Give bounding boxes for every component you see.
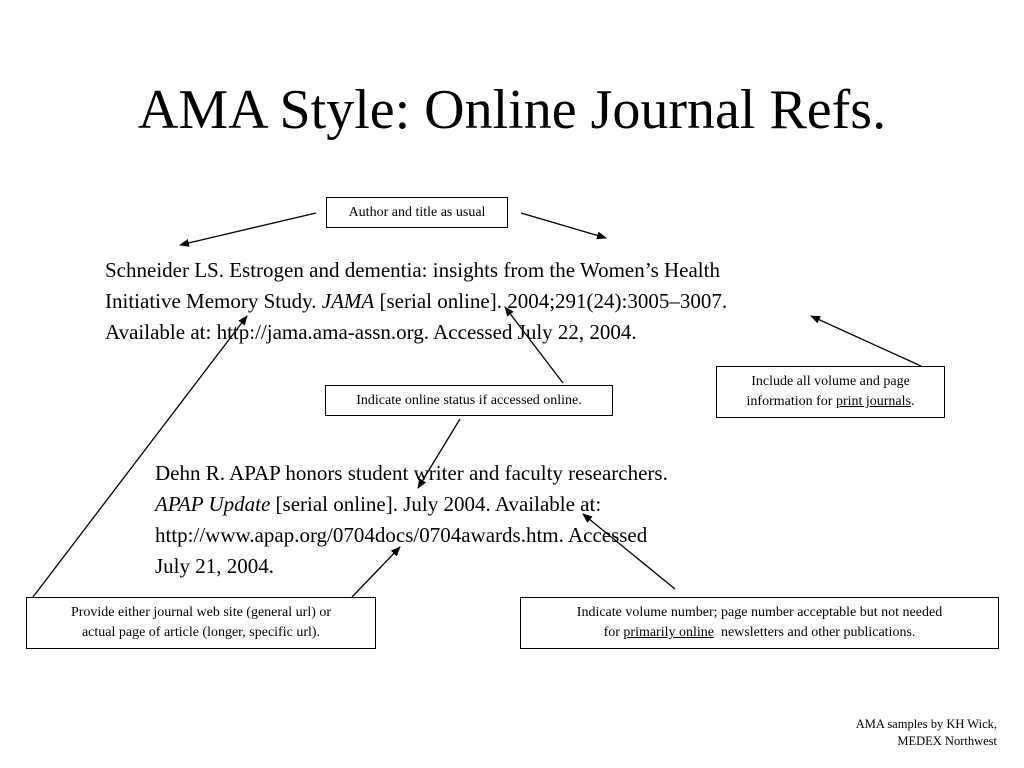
note-text: Provide either journal web site (general url) or [70,605,332,620]
reference-line: July 21, 2004. [155,554,275,578]
note-text: newsletters and other publications. [714,625,916,640]
arrow-url-short [352,547,400,597]
arrow-volume-online [583,514,675,589]
reference-text: [serial online]. July 2004. Available at: [270,492,602,516]
note-volume-online [520,597,999,649]
footer-line: MEDEX Northwest [897,734,997,748]
arrow-online-status-up [505,307,563,383]
note-line [521,623,998,643]
arrow-url-long [33,316,247,597]
note-text: Indicate online status if accessed online. [356,393,582,408]
note-line [717,392,944,412]
reference-line: Available at: http://jama.ama-assn.org. Accessed July 22, 2004. [105,320,637,344]
reference-line: Schneider LS. Estrogen and dementia: insights from the Women’s Health [105,258,720,282]
note-url [26,597,376,649]
note-text: for [603,625,624,640]
journal-name: JAMA [321,289,375,313]
note-text: Include all volume and page [751,374,910,389]
journal-name: APAP Update [155,492,271,516]
reference-text: [serial online]. 2004;291(24):3005–3007. [374,289,728,313]
underlined-term: primarily online [623,625,714,640]
reference-line: http://www.apap.org/0704docs/0704awards.htm. Accessed [155,523,648,547]
footer-credit [856,716,997,750]
reference-text: Initiative Memory Study. [105,289,322,313]
arrow-online-status-down [418,419,460,488]
note-volume-print [716,366,945,418]
arrow-author-right [521,213,606,238]
note-author-title [326,197,508,228]
note-text: actual page of article (longer, specific url). [81,625,321,640]
footer-line: AMA samples by KH Wick, [855,717,997,731]
note-text: . [910,394,915,409]
note-text: information for [746,394,836,409]
note-text: Author and title as usual [348,205,486,220]
note-online-status [325,385,613,416]
arrow-author-left [180,213,316,245]
slide-title: AMA Style: Online Journal Refs. [137,79,887,141]
note-text: Indicate volume number; page number acceptable but not needed [576,605,943,620]
reference-line: Dehn R. APAP honors student writer and faculty researchers. [155,461,668,485]
arrow-volume-print [811,316,921,366]
underlined-term: print journals [835,394,911,409]
